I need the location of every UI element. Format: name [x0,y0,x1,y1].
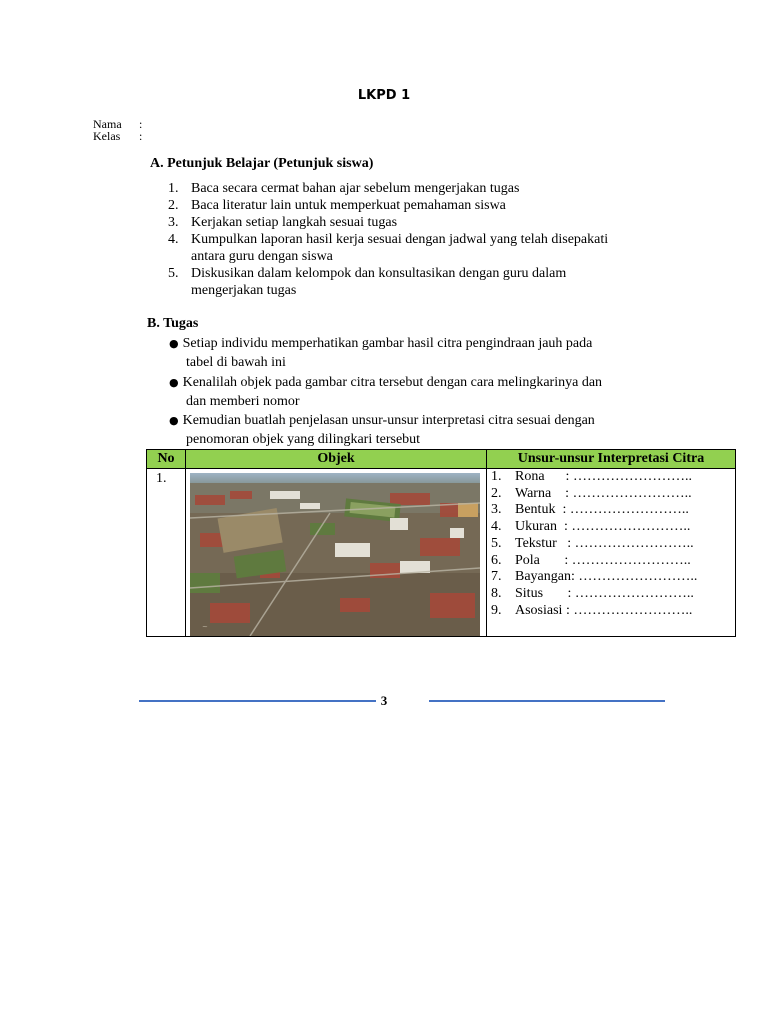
list-item-text: Diskusikan dalam kelompok dan konsultasikan dengan guru dalam mengerjakan tugas [191,266,567,298]
list-item-text: Kumpulkan laporan hasil kerja sesuai dengan jadwal yang telah disepakati antara guru dengan siswa [191,232,609,264]
meta-kelas-sep: : [139,129,143,143]
row-number: 1. [147,469,186,637]
unsur-text: Tekstur : …………………….. [515,535,694,551]
unsur-text: Ukuran : …………………….. [515,519,691,535]
bullet-text: Kemudian buatlah penjelasan unsur-unsur interpretasi citra sesuai dengan [182,413,595,428]
unsur-text: Rona : …………………….. [515,469,692,484]
unsur-number: 6. [491,552,502,568]
unsur-text: Bayangan: …………………….. [515,569,698,585]
section-a-heading: A. Petunjuk Belajar (Petunjuk siswa) [150,156,374,171]
meta-kelas [93,130,142,143]
bullet-text: Kenalilah objek pada gambar citra tersebut dengan cara melingkarinya dan [182,375,603,390]
list-item-number: 4. [168,232,179,247]
list-item [491,569,735,586]
unsur-number: 9. [491,602,502,618]
bullet-icon: ● [169,414,179,427]
header-unsur: Unsur-unsur Interpretasi Citra [487,450,736,469]
list-item [491,603,735,620]
section-b-heading: B. Tugas [147,316,199,331]
list-item-text: Baca secara cermat bahan ajar sebelum mengerjakan tugas [191,181,520,196]
list-item-number: 1. [168,181,179,196]
list-item-text: Baca literatur lain untuk memperkuat pemahaman siswa [191,198,506,213]
list-item [491,502,735,519]
list-item [491,536,735,553]
bullet-text-cont: tabel di bawah ini [186,355,286,370]
list-item-text: Kerjakan setiap langkah sesuai tugas [191,215,398,230]
unsur-number: 7. [491,569,502,585]
meta-nama-label: Nama [93,117,122,131]
list-item-number: 5. [168,266,179,281]
unsur-number: 3. [491,502,502,518]
bullet-text-cont: penomoran objek yang dilingkari tersebut [186,432,421,447]
list-item [491,553,735,570]
list-item [168,197,688,214]
list-item [491,469,735,486]
unsur-text: Warna : …………………….. [515,485,692,501]
meta-kelas-label: Kelas [93,129,121,143]
unsur-number: 8. [491,585,502,601]
unsur-text: Bentuk : …………………….. [515,502,689,518]
header-no: No [147,450,186,469]
header-objek: Objek [186,450,487,469]
interpretation-table [146,449,736,637]
unsur-number: 4. [491,519,502,535]
page-number: 3 [380,693,388,708]
table-header-row [147,450,736,469]
aerial-city-photo-icon [190,473,480,636]
list-item [168,265,688,299]
unsur-text: Asosiasi : …………………….. [515,602,693,618]
object-cell [186,469,487,637]
list-item [168,231,688,265]
svg-text:~: ~ [202,623,208,631]
bullet-text: Setiap individu memperhatikan gambar hasil citra pengindraan jauh pada [182,336,593,351]
bullet-item [169,411,669,449]
list-item [491,586,735,603]
list-item [491,519,735,536]
table-row [147,469,736,637]
unsur-text: Situs : …………………….. [515,585,694,601]
list-item [168,180,688,197]
unsur-text: Pola : …………………….. [515,552,691,568]
list-item [491,486,735,503]
unsur-cell [487,469,736,637]
unsur-number: 2. [491,485,502,501]
unsur-number: 1. [491,469,502,484]
bullet-text-cont: dan memberi nomor [186,394,300,409]
bullet-item [169,373,669,411]
document-title: LKPD 1 [357,88,411,103]
instruction-list [168,180,688,299]
unsur-number: 5. [491,535,502,551]
meta-nama-sep: : [139,117,143,131]
bullet-item [169,334,669,372]
bullet-icon: ● [169,376,179,389]
list-item-number: 2. [168,198,179,213]
list-item-number: 3. [168,215,179,230]
bullet-icon: ● [169,337,179,350]
list-item [168,214,688,231]
